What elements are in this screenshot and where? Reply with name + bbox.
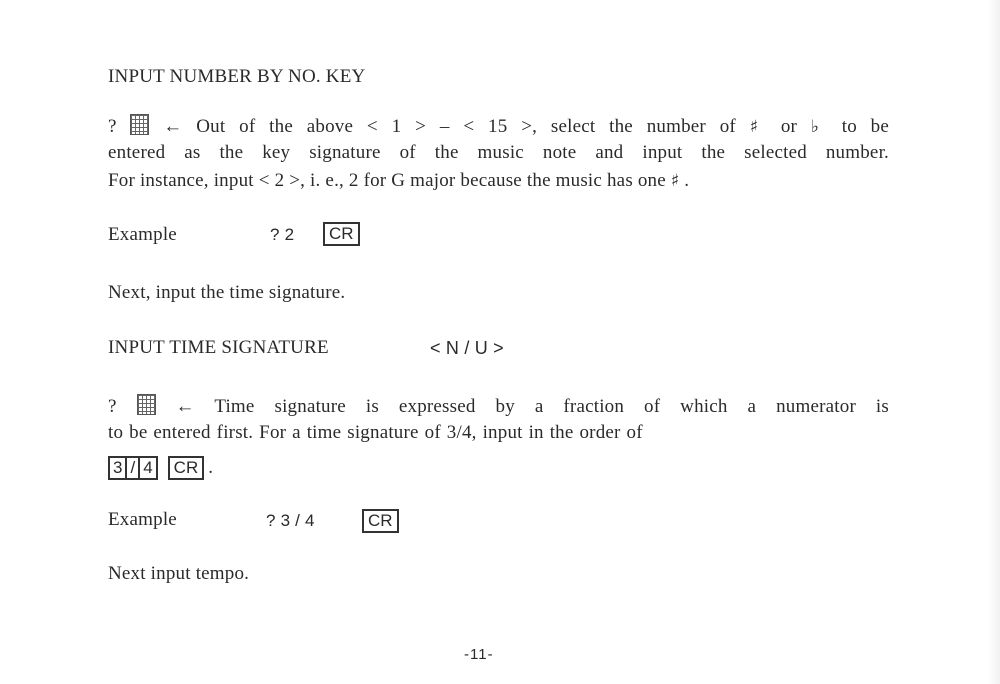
para-text: or	[780, 116, 798, 137]
para-text: Out of the above	[196, 116, 354, 137]
time-signature-paragraph-line-2: to be entered first. For a time signature of 3/4, input in the order of	[108, 422, 643, 443]
para-text: < 2 >	[258, 170, 301, 191]
key-sequence	[108, 456, 213, 480]
key-slash: /	[127, 456, 140, 480]
range-dash: –	[439, 116, 450, 137]
para-text: to be	[841, 116, 890, 137]
cr-key	[362, 509, 399, 533]
cr-key-label: CR	[323, 222, 360, 246]
para-text: Time signature is expressed by a fraction of which a numerator is	[214, 396, 889, 417]
next-instruction: Next input tempo.	[108, 563, 250, 584]
para-text: For instance, input	[108, 170, 254, 191]
para-text: , i. e., 2 for G major because the music has one	[300, 170, 666, 191]
input-grid-icon	[130, 114, 149, 135]
range-end: < 15 >	[463, 116, 533, 137]
page-number: -11-	[464, 646, 494, 663]
next-instruction: Next, input the time signature.	[108, 282, 346, 303]
key-4: 4	[140, 456, 157, 480]
time-signature-paragraph-line-1	[108, 394, 889, 418]
key-signature-paragraph-line-3	[108, 170, 689, 192]
example-input-value: ? 2	[270, 225, 295, 244]
prompt-mark: ?	[108, 116, 117, 137]
left-arrow-icon: ←	[163, 116, 183, 137]
heading-suffix: < N / U >	[430, 338, 504, 358]
sharp-icon: ♯	[749, 117, 768, 137]
key-signature-paragraph-line-2: entered as the key signature of the music note and input the selected number.	[108, 142, 889, 163]
sharp-icon: ♯	[670, 171, 680, 191]
para-text: .	[684, 170, 690, 191]
cr-key-label: CR	[362, 509, 399, 533]
period: .	[208, 457, 213, 478]
prompt-mark: ?	[108, 396, 117, 417]
key-3: 3	[108, 456, 127, 480]
example-input-value: ? 3 / 4	[266, 511, 315, 530]
cr-key	[323, 222, 360, 246]
example-label: Example	[108, 224, 177, 245]
section-heading-time-signature: INPUT TIME SIGNATURE	[108, 337, 329, 358]
key-signature-paragraph-line-1	[108, 114, 889, 138]
example-label: Example	[108, 509, 177, 530]
range-start: < 1 >	[366, 116, 427, 137]
para-text: , select the number of	[532, 116, 736, 137]
left-arrow-icon: ←	[175, 396, 195, 417]
key-cr: CR	[168, 456, 205, 480]
input-grid-icon	[137, 394, 156, 415]
flat-icon: ♭	[810, 117, 828, 137]
section-heading-number-key: INPUT NUMBER BY NO. KEY	[108, 66, 366, 87]
page-edge-shadow	[988, 0, 1000, 684]
